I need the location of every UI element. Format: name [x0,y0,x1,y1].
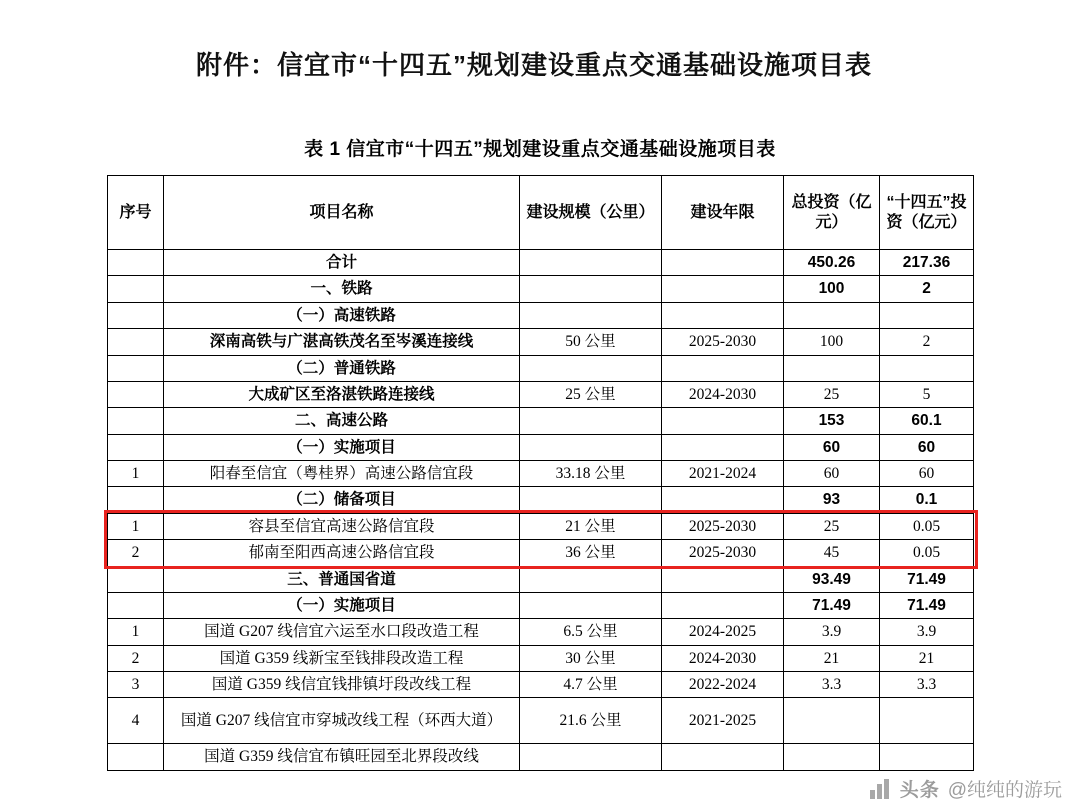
cell-seq: 1 [108,461,164,487]
cell-period: 2021-2025 [662,698,784,744]
header-seq: 序号 [108,176,164,250]
cell-name: （一）实施项目 [164,434,520,460]
cell-scale [520,276,662,302]
header-scale: 建设规模（公里） [520,176,662,250]
cell-name: 郁南至阳西高速公路信宜段 [164,540,520,566]
cell-plan145: 3.9 [880,619,974,645]
table-row [108,302,974,328]
table-row [108,619,974,645]
cell-name: 合计 [164,250,520,276]
cell-scale [520,434,662,460]
cell-name: 国道 G359 线信宜钱排镇圩段改线工程 [164,672,520,698]
cell-scale: 21.6 公里 [520,698,662,744]
cell-period: 2022-2024 [662,672,784,698]
cell-plan145: 60 [880,434,974,460]
cell-scale [520,744,662,770]
cell-total: 25 [784,381,880,407]
cell-total: 60 [784,461,880,487]
watermark-text: @纯纯的游玩 [947,780,1062,801]
cell-seq [108,434,164,460]
cell-total: 21 [784,645,880,671]
cell-period [662,408,784,434]
table-container [107,175,973,771]
cell-seq [108,302,164,328]
cell-plan145: 5 [880,381,974,407]
table-row [108,566,974,592]
cell-seq: 1 [108,513,164,539]
table-row [108,461,974,487]
cell-scale [520,408,662,434]
cell-name: 三、普通国省道 [164,566,520,592]
cell-seq [108,487,164,513]
cell-seq [108,744,164,770]
cell-name: 一、铁路 [164,276,520,302]
cell-total [784,698,880,744]
cell-name: （二）储备项目 [164,487,520,513]
cell-plan145 [880,698,974,744]
cell-scale: 6.5 公里 [520,619,662,645]
cell-name: 国道 G207 线信宜六运至水口段改造工程 [164,619,520,645]
cell-total: 450.26 [784,250,880,276]
cell-total [784,744,880,770]
cell-seq [108,276,164,302]
cell-total: 3.3 [784,672,880,698]
header-plan145: “十四五”投资（亿元） [880,176,974,250]
cell-seq [108,355,164,381]
cell-period: 2025-2030 [662,513,784,539]
table-row [108,513,974,539]
table-row [108,355,974,381]
table-row [108,250,974,276]
table-row [108,645,974,671]
cell-plan145: 71.49 [880,592,974,618]
cell-scale [520,250,662,276]
cell-period: 2025-2030 [662,540,784,566]
header-period: 建设年限 [662,176,784,250]
cell-period [662,744,784,770]
cell-plan145: 2 [880,329,974,355]
cell-seq: 1 [108,619,164,645]
cell-scale [520,355,662,381]
cell-seq [108,381,164,407]
table-row [108,408,974,434]
cell-name: 二、高速公路 [164,408,520,434]
cell-plan145: 71.49 [880,566,974,592]
table-row [108,744,974,770]
cell-name: （一）实施项目 [164,592,520,618]
cell-name: （二）普通铁路 [164,355,520,381]
cell-scale: 4.7 公里 [520,672,662,698]
cell-total: 100 [784,276,880,302]
cell-scale [520,302,662,328]
cell-name: 国道 G359 线信宜布镇旺园至北界段改线 [164,744,520,770]
cell-scale: 33.18 公里 [520,461,662,487]
cell-total: 153 [784,408,880,434]
cell-plan145: 0.05 [880,513,974,539]
cell-total: 25 [784,513,880,539]
cell-plan145: 2 [880,276,974,302]
cell-period: 2024-2030 [662,645,784,671]
cell-scale [520,592,662,618]
cell-plan145 [880,355,974,381]
cell-scale: 21 公里 [520,513,662,539]
cell-period: 2024-2025 [662,619,784,645]
cell-name: 深南高铁与广湛高铁茂名至岑溪连接线 [164,329,520,355]
table-row [108,487,974,513]
cell-plan145: 3.3 [880,672,974,698]
table-row [108,592,974,618]
cell-seq [108,592,164,618]
cell-total: 100 [784,329,880,355]
cell-seq [108,408,164,434]
cell-total: 71.49 [784,592,880,618]
cell-total: 3.9 [784,619,880,645]
page-title: 附件：信宜市“十四五”规划建设重点交通基础设施项目表 [196,50,873,80]
cell-name: 大成矿区至洛湛铁路连接线 [164,381,520,407]
cell-name: 国道 G359 线新宝至钱排段改造工程 [164,645,520,671]
cell-period [662,302,784,328]
table-row [108,698,974,744]
table-row [108,672,974,698]
table-row [108,329,974,355]
header-name: 项目名称 [164,176,520,250]
cell-name: 国道 G207 线信宜市穿城改线工程（环西大道） [164,698,520,744]
cell-seq: 2 [108,540,164,566]
cell-total: 60 [784,434,880,460]
cell-total [784,355,880,381]
watermark-logo: 头条 [899,780,940,801]
cell-seq: 4 [108,698,164,744]
cell-seq: 2 [108,645,164,671]
cell-period [662,592,784,618]
cell-plan145: 217.36 [880,250,974,276]
cell-plan145 [880,302,974,328]
table-row [108,381,974,407]
cell-plan145: 0.1 [880,487,974,513]
cell-plan145 [880,744,974,770]
header-total: 总投资（亿元） [784,176,880,250]
watermark [870,775,1062,802]
cell-scale: 30 公里 [520,645,662,671]
table-row [108,434,974,460]
cell-plan145: 60.1 [880,408,974,434]
cell-scale: 25 公里 [520,381,662,407]
cell-period [662,487,784,513]
cell-seq [108,329,164,355]
cell-period [662,434,784,460]
table-row [108,540,974,566]
cell-scale [520,566,662,592]
cell-period [662,355,784,381]
cell-total: 93 [784,487,880,513]
cell-name: 阳春至信宜（粤桂界）高速公路信宜段 [164,461,520,487]
cell-period [662,276,784,302]
cell-scale: 50 公里 [520,329,662,355]
table-body [108,250,974,771]
cell-plan145: 60 [880,461,974,487]
cell-scale [520,487,662,513]
projects-table [107,175,974,771]
cell-period: 2021-2024 [662,461,784,487]
cell-period: 2024-2030 [662,381,784,407]
cell-period [662,250,784,276]
cell-plan145: 0.05 [880,540,974,566]
cell-seq [108,566,164,592]
cell-scale: 36 公里 [520,540,662,566]
cell-period [662,566,784,592]
cell-plan145: 21 [880,645,974,671]
cell-total: 45 [784,540,880,566]
cell-seq [108,250,164,276]
cell-seq: 3 [108,672,164,698]
table-header-row [108,176,974,250]
chart-bars-icon [870,779,892,799]
cell-name: （一）高速铁路 [164,302,520,328]
table-caption: 表 1 信宜市“十四五”规划建设重点交通基础设施项目表 [304,139,776,160]
cell-total: 93.49 [784,566,880,592]
table-row [108,276,974,302]
cell-name: 容县至信宜高速公路信宜段 [164,513,520,539]
cell-total [784,302,880,328]
cell-period: 2025-2030 [662,329,784,355]
